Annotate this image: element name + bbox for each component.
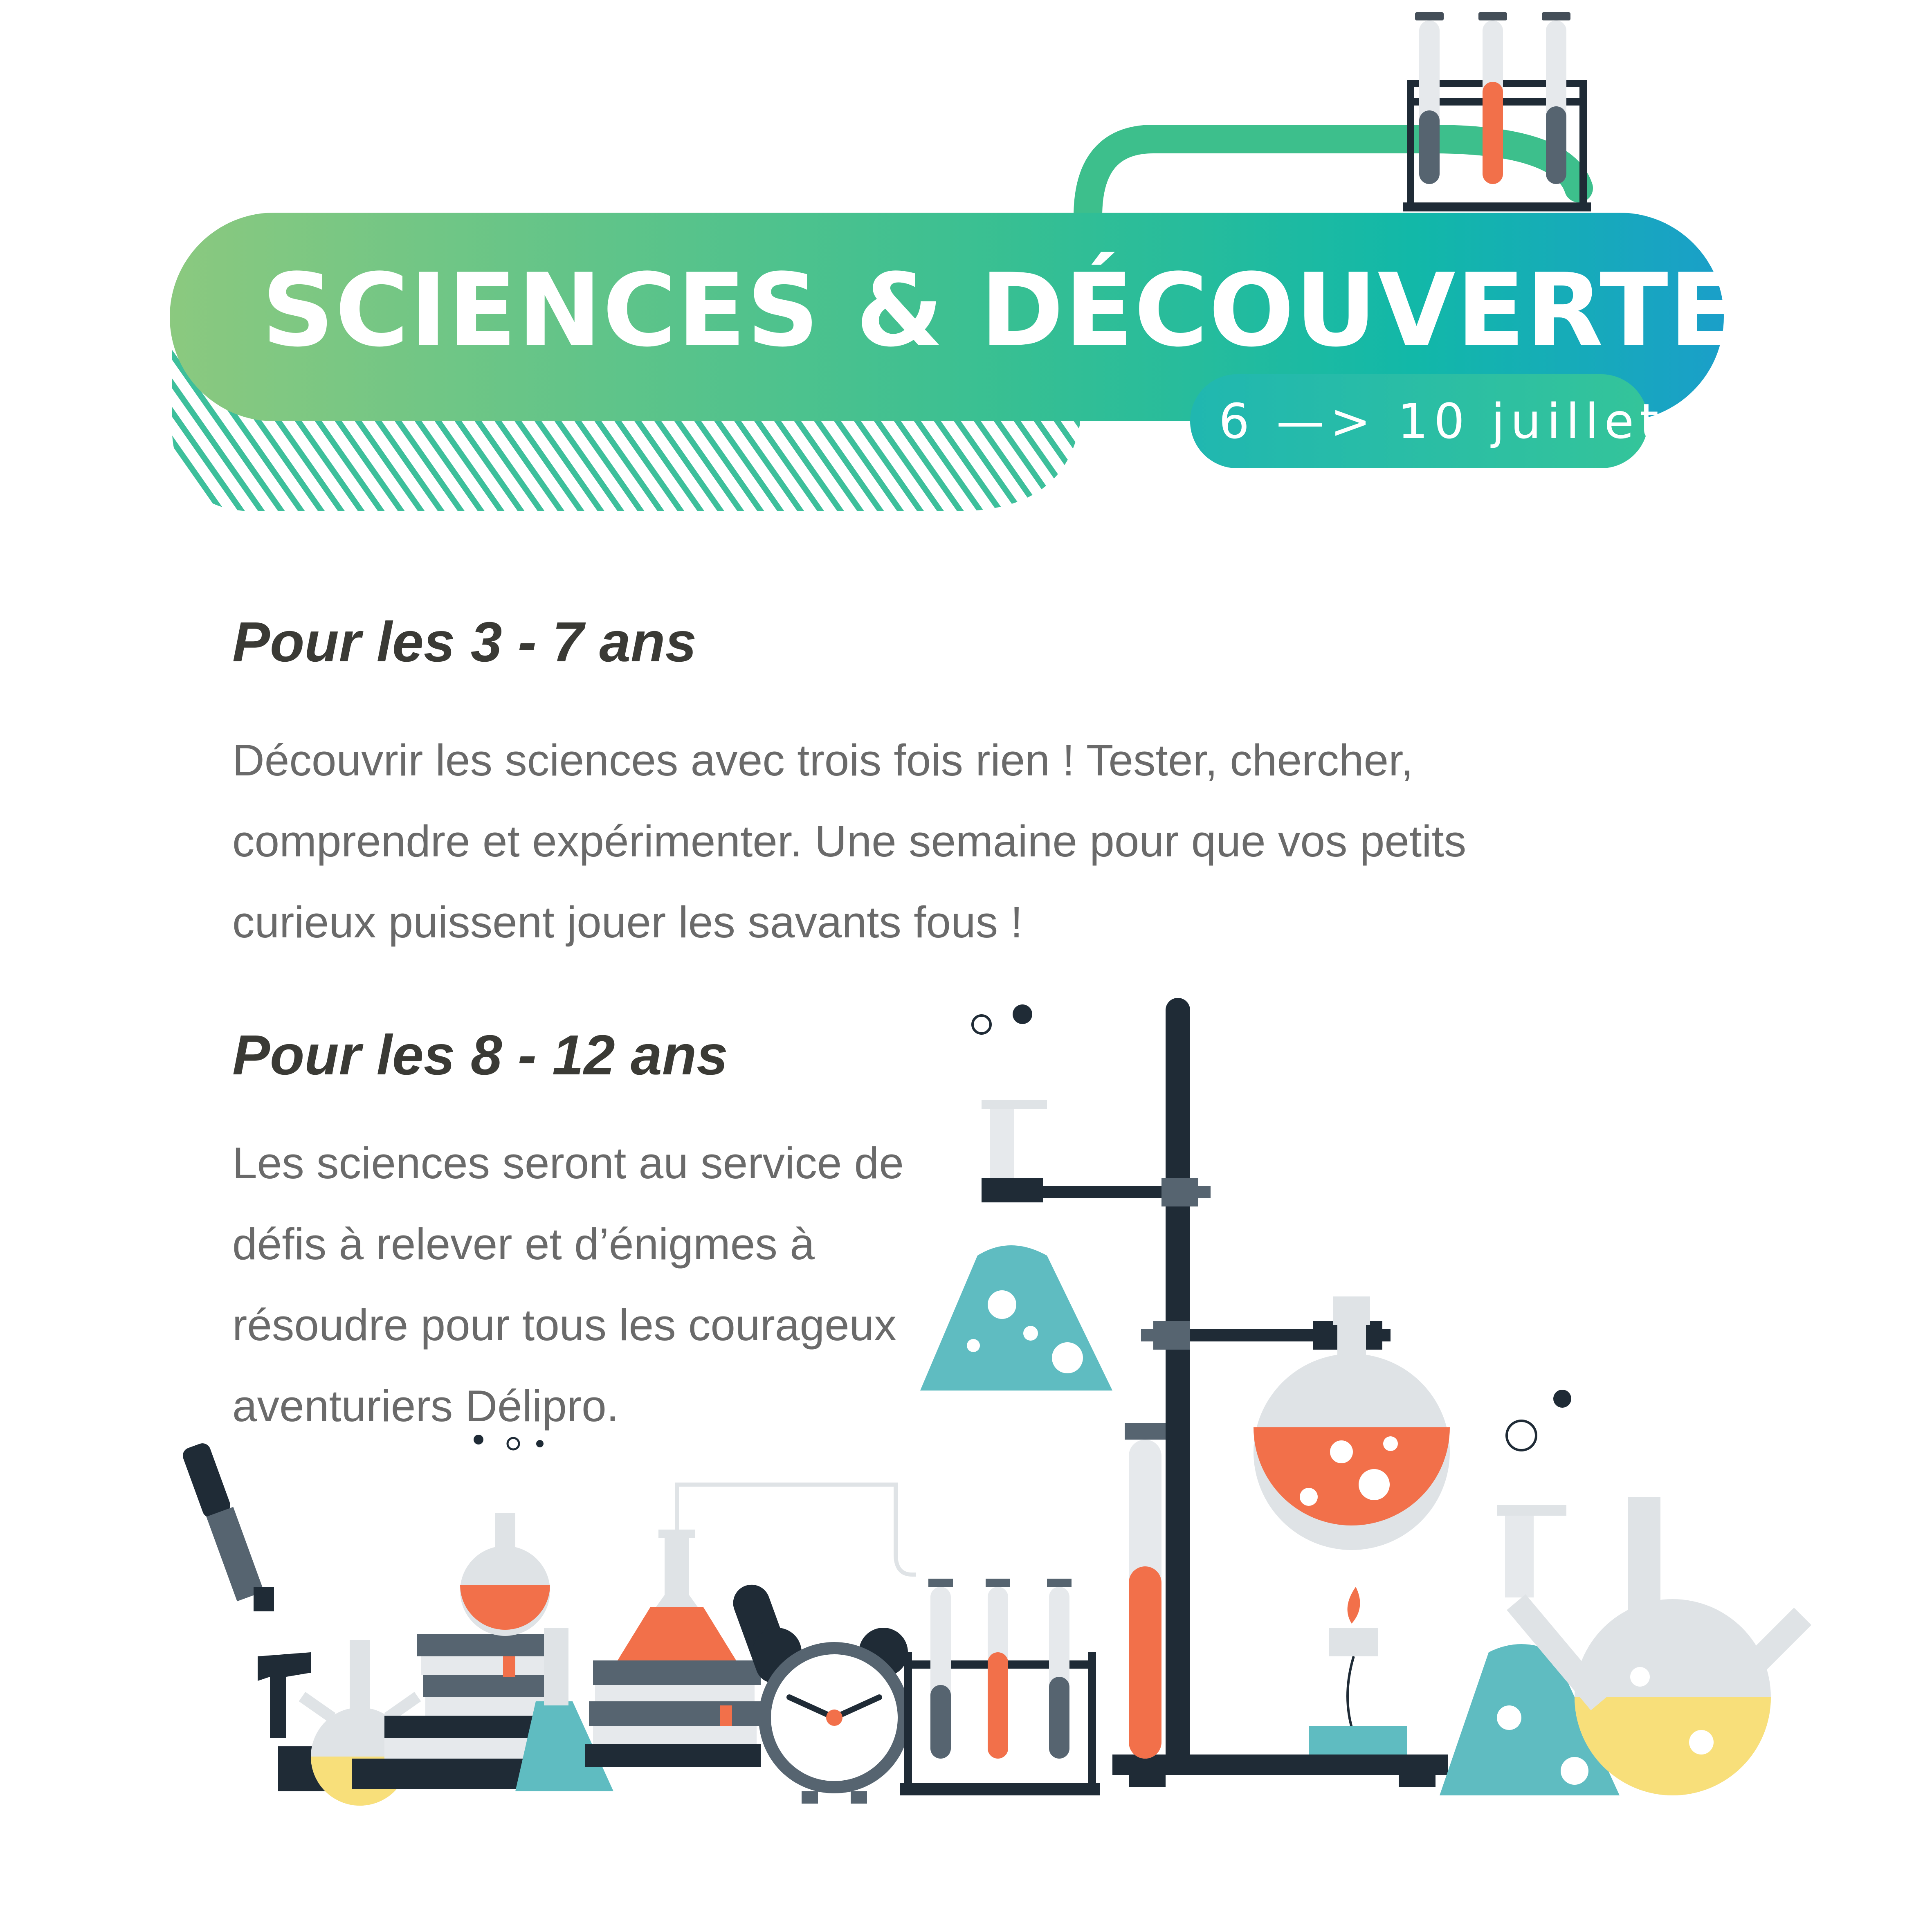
- test-tube-rack-icon: [900, 1579, 1100, 1795]
- page-title: SCIENCES & DÉCOUVERTES: [262, 252, 1812, 369]
- books-right-icon: [585, 1660, 761, 1767]
- tall-test-tube-icon: [1125, 1423, 1166, 1759]
- section-text-3-7: Découvrir les sciences avec trois fois rien ! Tester, chercher, comprendre et expérimenter. Une semaine pour que vos petits curieux puissent jouer les savants fous !: [232, 735, 1467, 947]
- triangular-flask-teal-icon: [920, 1245, 1112, 1391]
- round-flask-orange-icon: [460, 1435, 550, 1636]
- section-heading-8-12: Pour les 8 - 12 ans: [232, 1024, 728, 1087]
- bunsen-burner-icon: [1309, 1587, 1407, 1755]
- date-range: 6 —> 10 juillet: [1219, 393, 1665, 449]
- alarm-clock-icon: [728, 1579, 910, 1804]
- graduated-cylinder-icon: [973, 1004, 1047, 1202]
- section-text-8-12: Les sciences seront au service de défis à relever et d’énigmes à résoudre pour tous les courageux aventuriers Délipro.: [232, 1138, 904, 1431]
- section-heading-3-7: Pour les 3 - 7 ans: [232, 611, 697, 674]
- test-tube-rack-top-icon: [1403, 12, 1591, 211]
